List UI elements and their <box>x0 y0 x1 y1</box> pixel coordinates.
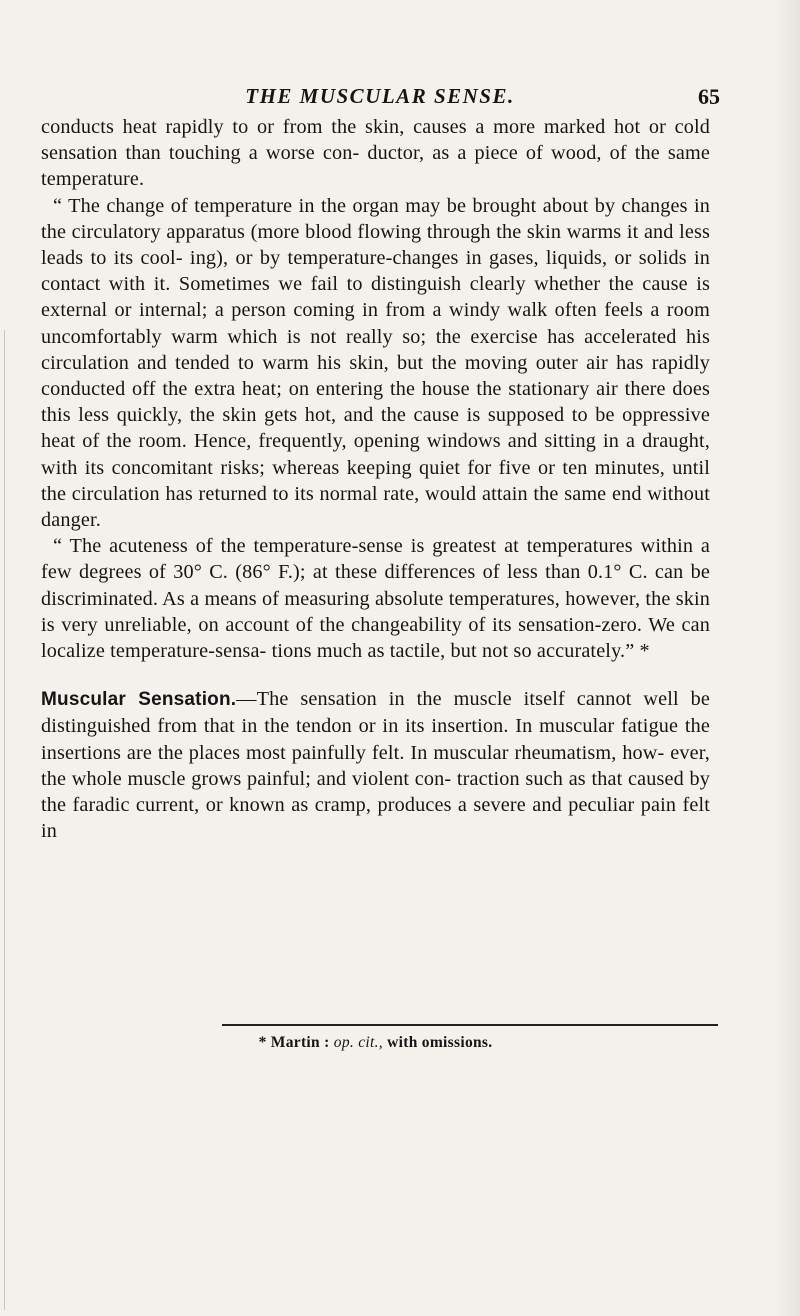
footnote-author: * Martin : <box>258 1034 330 1051</box>
footnote-rest: with omissions. <box>382 1034 493 1051</box>
page-number: 65 <box>698 84 720 109</box>
page-edge-shadow <box>776 0 800 1316</box>
page-edge-line <box>4 330 5 1310</box>
paragraph-1: conducts heat rapidly to or from the skin, causes a more marked hot or cold sensation than touching a worse con- ductor, as a piece of wood, of the same temperature. <box>41 116 710 191</box>
page-header <box>40 84 720 114</box>
section-heading: Muscular Sensation. <box>41 689 237 711</box>
running-title: THE MUSCULAR SENSE. <box>245 84 515 108</box>
footnote-citation: op. cit., <box>333 1034 383 1051</box>
body-text <box>41 114 710 844</box>
footnote <box>41 1034 710 1052</box>
section-muscular-sensation <box>41 686 710 844</box>
paragraph-3: “ The acuteness of the temperature-sense is greatest at temperatures within a few degrees of 30° C. (86° F.); at these differences of less than 0.1° C. can be discriminated. As a means of measuring absolute temperatures, however, the skin is very unreliable, on account of the changeability of its sensation-zero. We can localize temperature-sensa- tions much as tactile, but not so accurately.” * <box>41 535 710 663</box>
footnote-rule <box>222 1024 718 1026</box>
paragraph-2: “ The change of temperature in the organ may be brought about by changes in the circulatory apparatus (more blood flowing through the skin warms it and less leads to its cool- ing), or by temperature-changes in gases, liquids, or solids in contact with it. Sometimes we fail to distinguish clearly whether the cause is external or internal; a person coming in from a windy walk often feels a room uncomfortably warm which is not really so; the exercise has accelerated his circulation and tended to warm his skin, but the moving outer air has rapidly conducted off the extra heat; on entering the house the stationary air there does this less quickly, the skin gets hot, and the cause is supposed to be oppressive heat of the room. Hence, frequently, opening windows and sitting in a draught, with its concomitant risks; whereas keeping quiet for five or ten minutes, until the circulation has returned to its normal rate, would attain the same end without danger. <box>41 194 710 532</box>
section-text: —The sensation in the muscle itself cannot well be distinguished from that in the tendon or in its insertion. In muscular fatigue the insertions are the places most painfully felt. In muscular rheumatism, how- ever, the whole muscle grows painful; and violent con- traction such as that caused by the faradic current, or known as cramp, produces a severe and peculiar pain felt in <box>41 688 710 843</box>
